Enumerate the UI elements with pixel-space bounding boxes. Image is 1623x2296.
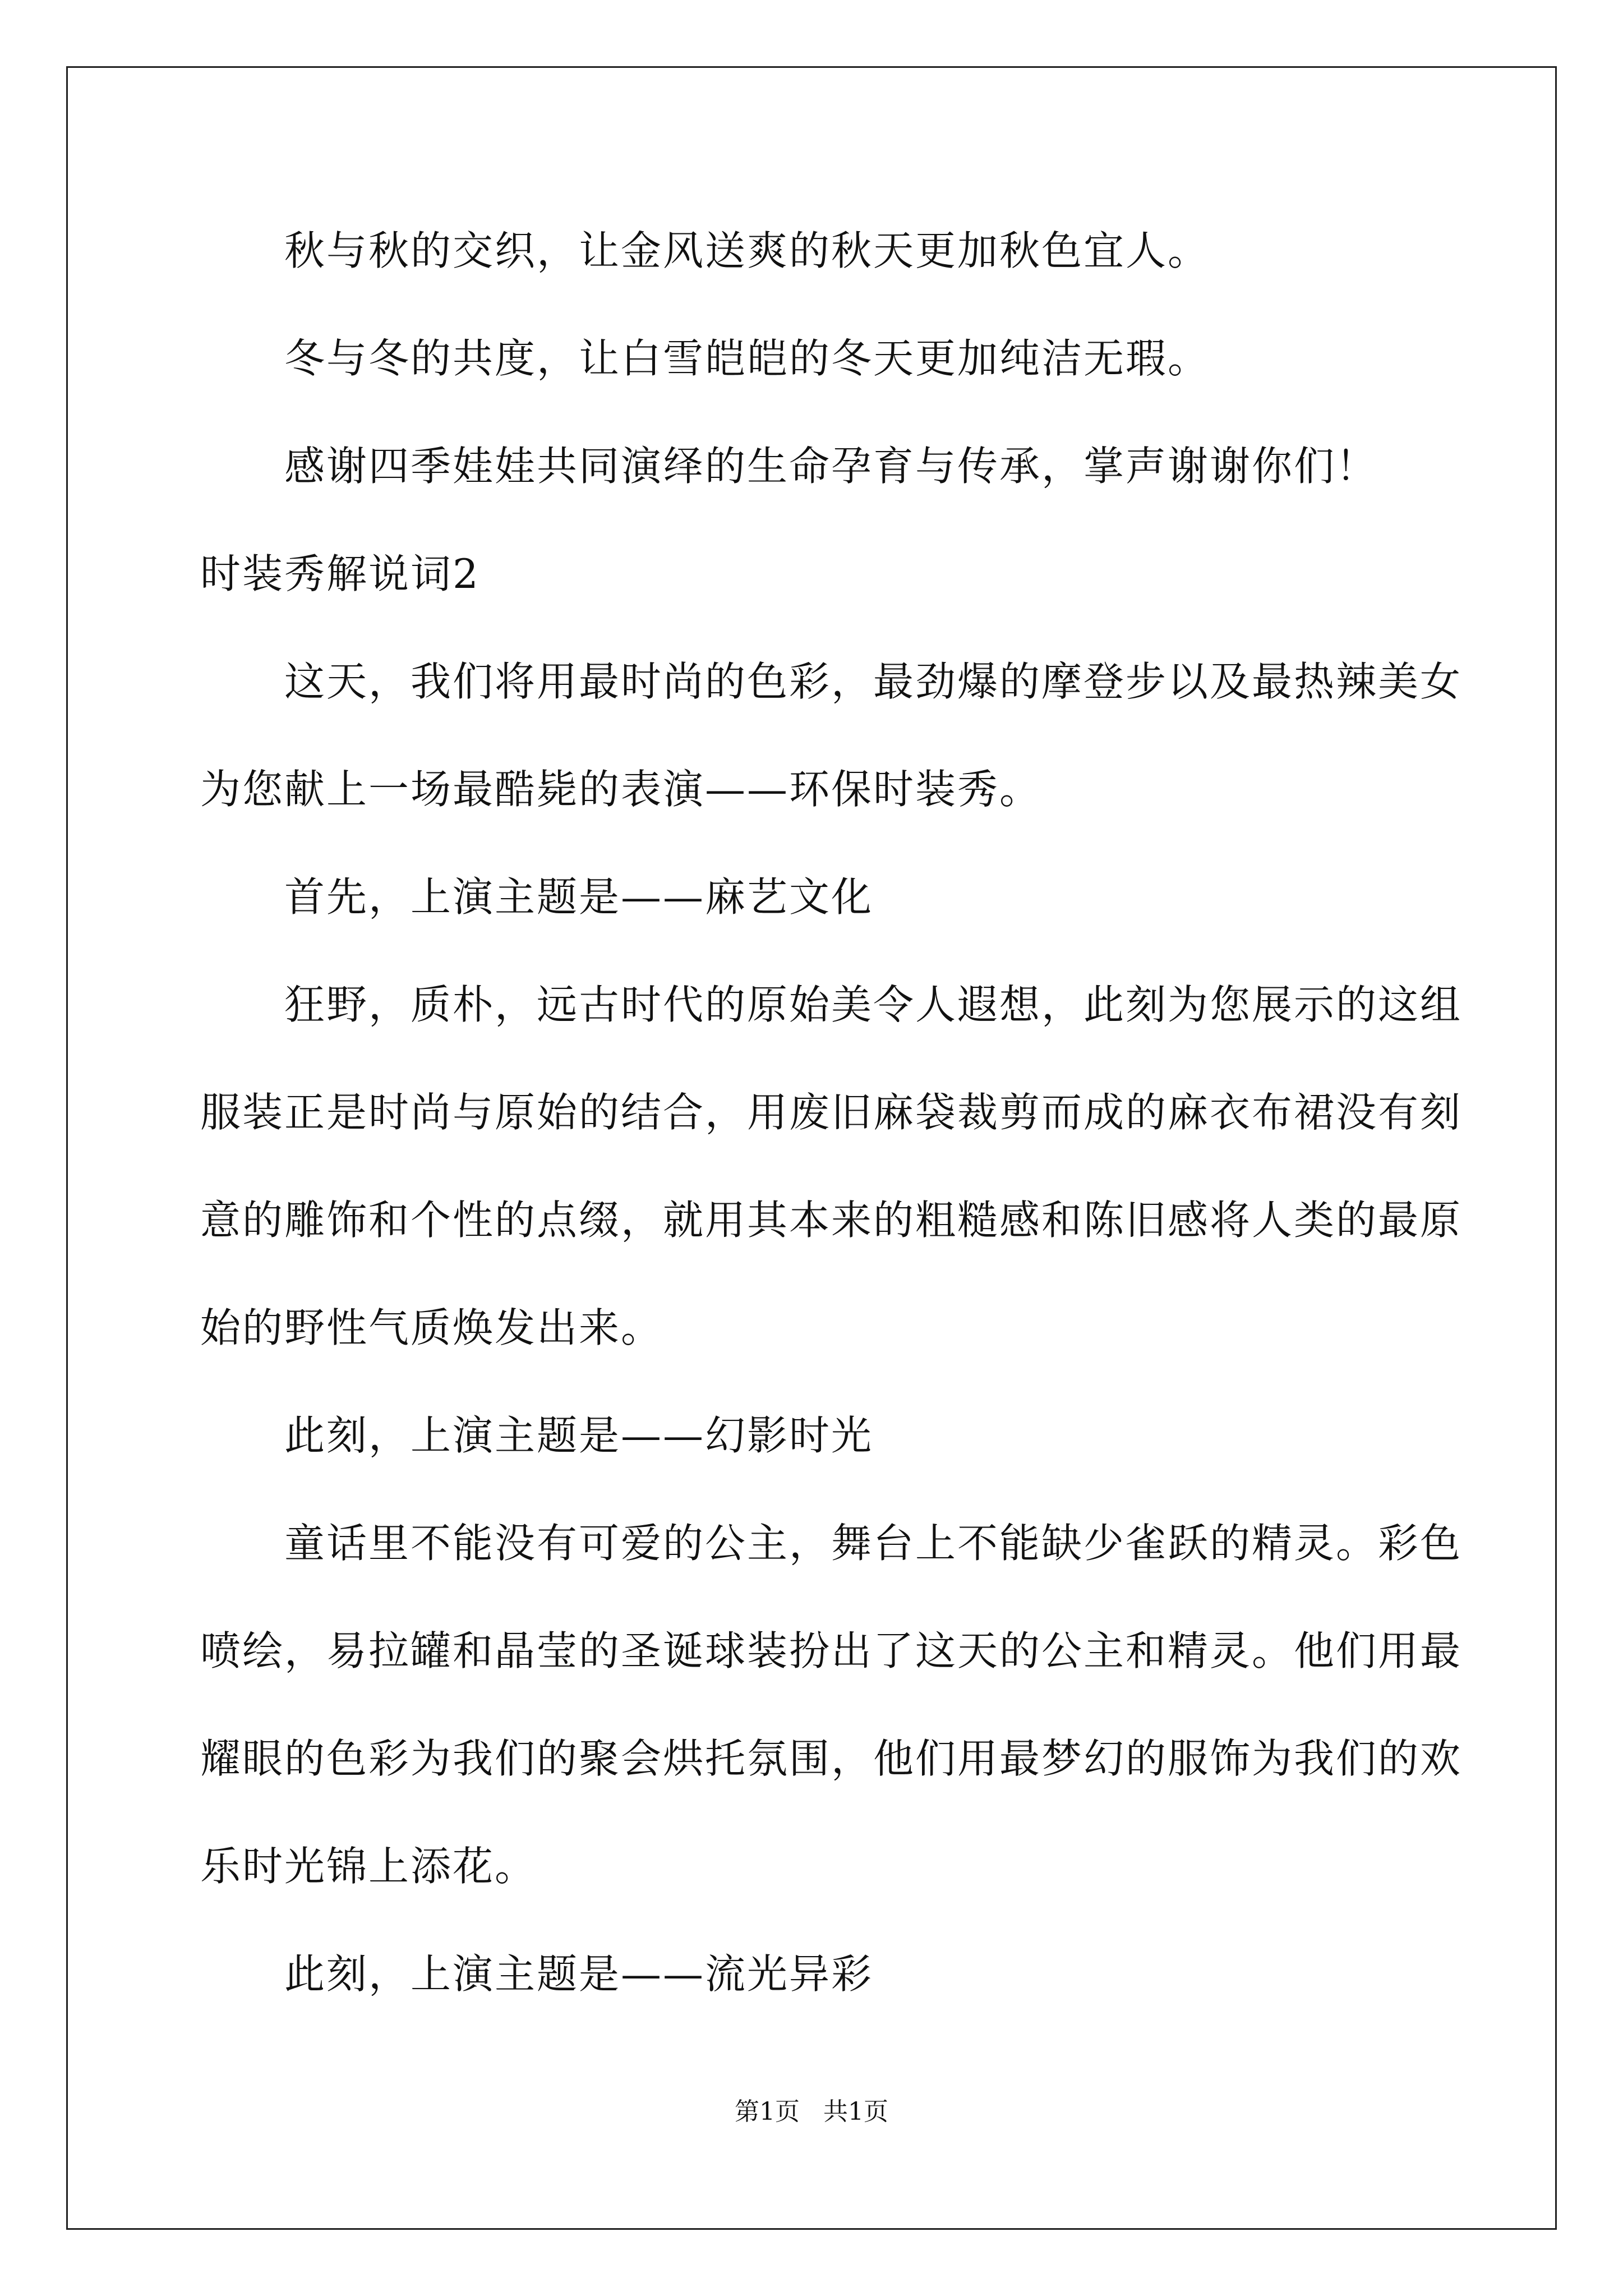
text-line: 服装正是时尚与原始的结合，用废旧麻袋裁剪而成的麻衣布裙没有刻 [200, 1089, 1463, 1136]
text-line: 为您献上一场最酷毙的表演——环保时装秀。 [200, 766, 1042, 813]
text-line: 喷绘，易拉罐和晶莹的圣诞球装扮出了这天的公主和精灵。他们用最 [200, 1627, 1463, 1674]
text-line: 狂野，质朴，远古时代的原始美令人遐想，此刻为您展示的这组 [284, 981, 1463, 1028]
text-line: 意的雕饰和个性的点缀，就用其本来的粗糙感和陈旧感将人类的最原 [200, 1197, 1463, 1244]
text-line: 耀眼的色彩为我们的聚会烘托氛围，他们用最梦幻的服饰为我们的欢 [200, 1735, 1463, 1782]
text-line: 乐时光锦上添花。 [200, 1843, 537, 1890]
text-line: 此刻，上演主题是——幻影时光 [284, 1412, 874, 1459]
text-line: 童话里不能没有可爱的公主，舞台上不能缺少雀跃的精灵。彩色 [284, 1520, 1463, 1567]
text-line: 这天，我们将用最时尚的色彩，最劲爆的摩登步以及最热辣美女 [284, 658, 1463, 705]
section-heading: 时装秀解说词2 [200, 550, 480, 597]
text-line: 秋与秋的交织，让金风送爽的秋天更加秋色宜人。 [284, 227, 1210, 274]
page-border [66, 66, 1557, 2230]
text-line: 首先，上演主题是——麻艺文化 [284, 873, 874, 921]
text-line: 冬与冬的共度，让白雪皑皑的冬天更加纯洁无瑕。 [284, 335, 1210, 382]
text-line: 始的野性气质焕发出来。 [200, 1304, 663, 1351]
text-line: 感谢四季娃娃共同演绎的生命孕育与传承，掌声谢谢你们！ [284, 443, 1378, 490]
text-line: 此刻，上演主题是——流光异彩 [284, 1950, 874, 1998]
page-number-footer: 第1页 共1页 [735, 2097, 888, 2126]
